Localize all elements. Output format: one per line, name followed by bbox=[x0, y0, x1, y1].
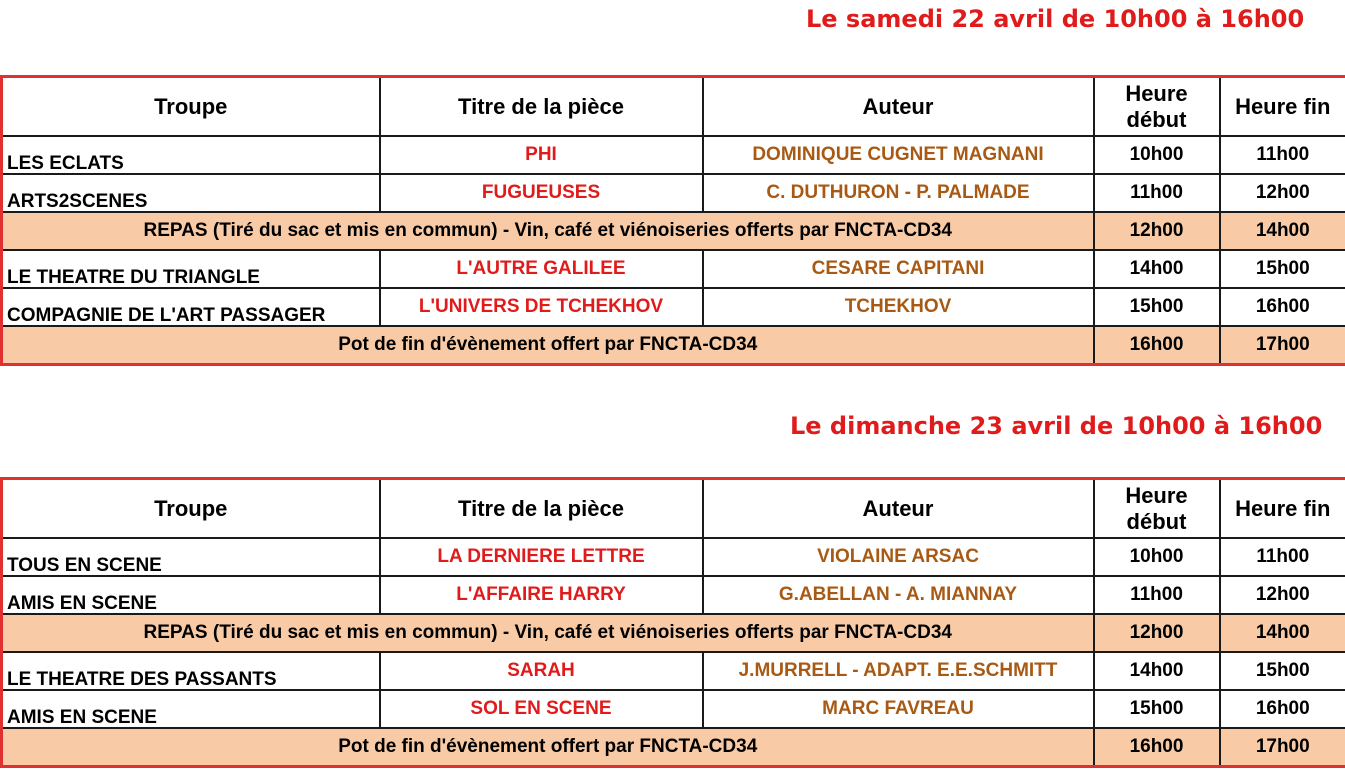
header-start: Heure début bbox=[1094, 479, 1220, 539]
meal-row bbox=[2, 614, 1345, 652]
cell-title: SARAH bbox=[380, 652, 703, 690]
cell-title: PHI bbox=[380, 136, 703, 174]
cell-end: 17h00 bbox=[1220, 728, 1345, 767]
header-author: Auteur bbox=[703, 479, 1094, 539]
cell-author: J.MURRELL - ADAPT. E.E.SCHMITT bbox=[703, 652, 1094, 690]
cell-end: 15h00 bbox=[1220, 652, 1345, 690]
cell-end: 15h00 bbox=[1220, 250, 1345, 288]
cell-troupe: TOUS EN SCENE bbox=[2, 538, 380, 576]
cell-start: 11h00 bbox=[1094, 174, 1220, 212]
cell-title: SOL EN SCENE bbox=[380, 690, 703, 728]
table-row bbox=[2, 136, 1345, 174]
table-row bbox=[2, 576, 1345, 614]
cell-start: 16h00 bbox=[1094, 326, 1220, 365]
cell-start: 15h00 bbox=[1094, 288, 1220, 326]
cell-start: 11h00 bbox=[1094, 576, 1220, 614]
schedule-table-sunday bbox=[0, 477, 1345, 768]
cell-meal: Pot de fin d'évènement offert par FNCTA-CD34 bbox=[2, 728, 1094, 767]
cell-troupe: LE THEATRE DU TRIANGLE bbox=[2, 250, 380, 288]
cell-author: DOMINIQUE CUGNET MAGNANI bbox=[703, 136, 1094, 174]
cell-start: 16h00 bbox=[1094, 728, 1220, 767]
cell-meal: REPAS (Tiré du sac et mis en commun) - Vin, café et viénoiseries offerts par FNCTA-CD34 bbox=[2, 614, 1094, 652]
cell-end: 17h00 bbox=[1220, 326, 1345, 365]
table-row bbox=[2, 652, 1345, 690]
cell-title: L'AFFAIRE HARRY bbox=[380, 576, 703, 614]
header-troupe: Troupe bbox=[2, 77, 380, 137]
header-title: Titre de la pièce bbox=[380, 479, 703, 539]
cell-author: CESARE CAPITANI bbox=[703, 250, 1094, 288]
meal-row bbox=[2, 212, 1345, 250]
header-end: Heure fin bbox=[1220, 479, 1345, 539]
cell-author: G.ABELLAN - A. MIANNAY bbox=[703, 576, 1094, 614]
cell-troupe: ARTS2SCENES bbox=[2, 174, 380, 212]
header-end: Heure fin bbox=[1220, 77, 1345, 137]
table-row bbox=[2, 690, 1345, 728]
cell-author: MARC FAVREAU bbox=[703, 690, 1094, 728]
day-heading-saturday: Le samedi 22 avril de 10h00 à 16h00 bbox=[806, 5, 1305, 33]
closing-row bbox=[2, 728, 1345, 767]
table-row bbox=[2, 538, 1345, 576]
closing-row bbox=[2, 326, 1345, 365]
cell-troupe: COMPAGNIE DE L'ART PASSAGER bbox=[2, 288, 380, 326]
cell-start: 10h00 bbox=[1094, 538, 1220, 576]
cell-end: 12h00 bbox=[1220, 576, 1345, 614]
header-author: Auteur bbox=[703, 77, 1094, 137]
cell-start: 12h00 bbox=[1094, 212, 1220, 250]
cell-title: L'AUTRE GALILEE bbox=[380, 250, 703, 288]
cell-troupe: LES ECLATS bbox=[2, 136, 380, 174]
cell-troupe: LE THEATRE DES PASSANTS bbox=[2, 652, 380, 690]
cell-start: 10h00 bbox=[1094, 136, 1220, 174]
cell-troupe: AMIS EN SCENE bbox=[2, 690, 380, 728]
cell-troupe: AMIS EN SCENE bbox=[2, 576, 380, 614]
header-title: Titre de la pièce bbox=[380, 77, 703, 137]
day-heading-sunday: Le dimanche 23 avril de 10h00 à 16h00 bbox=[790, 412, 1323, 440]
cell-end: 16h00 bbox=[1220, 690, 1345, 728]
cell-start: 12h00 bbox=[1094, 614, 1220, 652]
cell-start: 14h00 bbox=[1094, 250, 1220, 288]
cell-end: 11h00 bbox=[1220, 538, 1345, 576]
cell-end: 16h00 bbox=[1220, 288, 1345, 326]
cell-author: C. DUTHURON - P. PALMADE bbox=[703, 174, 1094, 212]
cell-start: 15h00 bbox=[1094, 690, 1220, 728]
header-troupe: Troupe bbox=[2, 479, 380, 539]
cell-title: L'UNIVERS DE TCHEKHOV bbox=[380, 288, 703, 326]
cell-author: VIOLAINE ARSAC bbox=[703, 538, 1094, 576]
header-row bbox=[2, 77, 1345, 137]
header-row bbox=[2, 479, 1345, 539]
cell-author: TCHEKHOV bbox=[703, 288, 1094, 326]
table-row bbox=[2, 174, 1345, 212]
cell-end: 14h00 bbox=[1220, 614, 1345, 652]
cell-meal: Pot de fin d'évènement offert par FNCTA-CD34 bbox=[2, 326, 1094, 365]
cell-end: 12h00 bbox=[1220, 174, 1345, 212]
cell-end: 11h00 bbox=[1220, 136, 1345, 174]
cell-title: LA DERNIERE LETTRE bbox=[380, 538, 703, 576]
cell-start: 14h00 bbox=[1094, 652, 1220, 690]
schedule-table-saturday bbox=[0, 75, 1345, 366]
table-row bbox=[2, 288, 1345, 326]
cell-title: FUGUEUSES bbox=[380, 174, 703, 212]
header-start: Heure début bbox=[1094, 77, 1220, 137]
cell-meal: REPAS (Tiré du sac et mis en commun) - Vin, café et viénoiseries offerts par FNCTA-CD34 bbox=[2, 212, 1094, 250]
table-row bbox=[2, 250, 1345, 288]
cell-end: 14h00 bbox=[1220, 212, 1345, 250]
